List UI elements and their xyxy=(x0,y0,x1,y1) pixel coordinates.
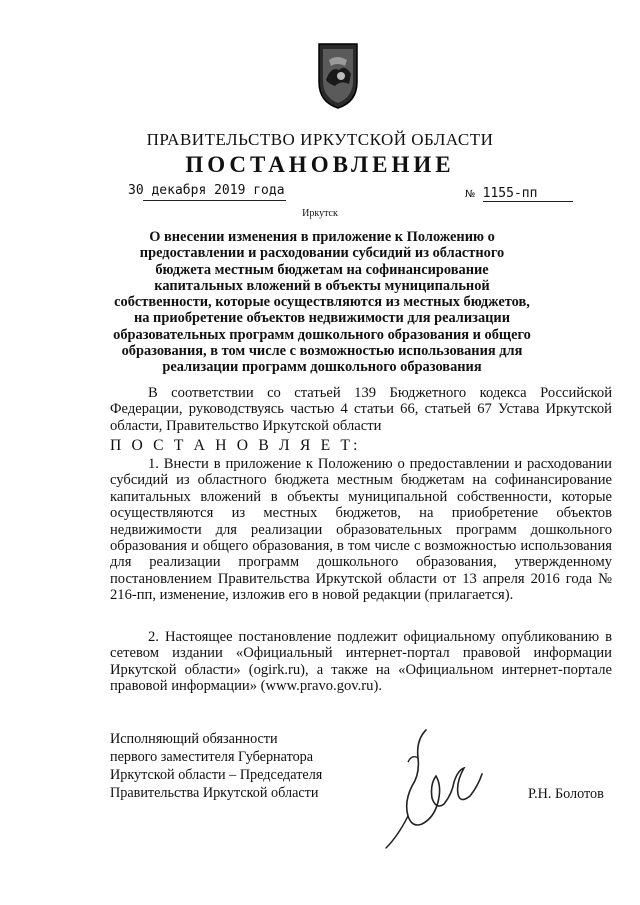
document-date xyxy=(128,183,285,198)
signatory-line-1: Исполняющий обязанности xyxy=(110,731,278,747)
date-text: 30 декабря 2019 года xyxy=(128,183,285,198)
handwritten-signature-icon xyxy=(378,724,488,854)
item-2-paragraph: 2. Настоящее постановление подлежит официальному опубликованию в сетевом издании «Официальный интернет-портал правовой информации Иркутской области» (ogirk.ru), а также на «Официальном интернет-портале правовой информации» (www.pravo.gov.ru). xyxy=(110,629,612,695)
signatory-line-2: первого заместителя Губернатора xyxy=(110,749,314,765)
signatory-line-4: Правительства Иркутской области xyxy=(110,785,319,801)
government-title: ПРАВИТЕЛЬСТВО ИРКУТСКОЙ ОБЛАСТИ xyxy=(146,130,494,149)
signatory-position xyxy=(110,730,322,802)
document-type: ПОСТАНОВЛЕНИЕ xyxy=(185,152,455,177)
number-sign: № xyxy=(465,189,476,200)
number-underline xyxy=(483,201,573,202)
signatory-line-3: Иркутской области – Председателя xyxy=(110,767,323,783)
signatory-name: Р.Н. Болотов xyxy=(528,786,604,802)
document-heading: О внесении изменения в приложение к Положению о предоставлении и расходовании субсидий из областного бюджета местным бюджетам на софинансирование капитальных вложений в объекты муниципальной собственности, которые осуществляются из местных бюджетов, на приобретение объектов недвижимости для реализации образовательных программ дошкольного образования и общего образования, в том числе с возможностью использования для реализации программ дошкольного образования xyxy=(113,229,531,376)
resolves-label: П О С Т А Н О В Л Я Е Т: xyxy=(110,437,361,454)
city: Иркутск xyxy=(302,208,338,219)
document-number xyxy=(465,185,537,201)
coat-of-arms-icon xyxy=(317,40,359,110)
preamble-paragraph: В соответствии со статьей 139 Бюджетного кодекса Российской Федерации, руководствуясь частью 4 статьи 66, статьей 67 Устава Иркутской области, Правительство Иркутской области xyxy=(110,385,612,434)
item-1-paragraph: 1. Внести в приложение к Положению о предоставлении и расходовании субсидий из областного бюджета местным бюджетам на софинансирование капитальных вложений в объекты муниципальной собственности, которые осуществляются из местных бюджетов, на приобретение объектов недвижимости для реализации образовательных программ дошкольного образования и общего образования, в том числе с возможностью использования для реализации программ дошкольного образования, утвержденному постановлением Правительства Иркутской области от 13 апреля 2016 года № 216-пп, изменение, изложив его в новой редакции (прилагается). xyxy=(110,456,612,604)
number-value: 1155-пп xyxy=(482,186,538,201)
date-underline xyxy=(143,200,286,201)
